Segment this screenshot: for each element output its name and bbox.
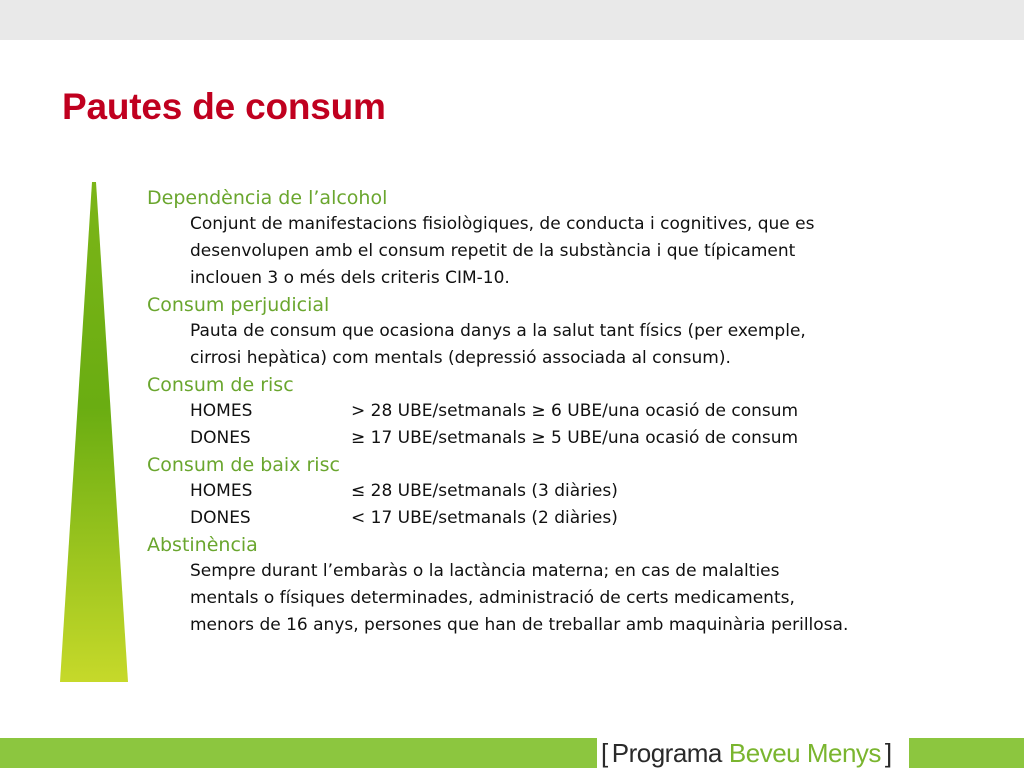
slide-title: Pautes de consum [62,86,386,127]
threshold-row [190,505,1007,532]
gender-label: HOMES [190,481,253,501]
section-description: cirrosi hepàtica) com mentals (depressió associada al consum). [190,348,731,368]
section-description: Sempre durant l’embaràs o la lactància materna; en cas de malalties [190,561,780,581]
threshold-value: > 28 UBE/setmanals ≥ 6 UBE/una ocasió de consum [351,401,799,421]
threshold-value: < 17 UBE/setmanals (2 diàries) [351,508,618,528]
bracket-open: [ [601,738,608,768]
gradient-triangle [60,182,128,682]
section-abstinencia [147,532,1007,639]
section-consum-de-risc [147,372,1007,452]
brand-beveu-menys: Beveu Menys [728,738,881,768]
threshold-row [190,398,1007,425]
section-description: Pauta de consum que ocasiona danys a la salut tant físics (per exemple, [190,321,806,341]
section-consum-perjudicial [147,292,1007,372]
section-description: mentals o físiques determinades, administració de certs medicaments, [190,588,795,608]
top-bar [0,0,1024,40]
section-title: Consum de baix risc [147,454,340,476]
definitions-list [147,185,1007,639]
section-title: Dependència de l’alcohol [147,187,388,209]
program-logo [597,738,909,768]
bracket-close: ] [884,738,892,768]
section-title: Abstinència [147,534,258,556]
threshold-value: ≥ 17 UBE/setmanals ≥ 5 UBE/una ocasió de consum [351,428,799,448]
threshold-value: ≤ 28 UBE/setmanals (3 diàries) [351,481,618,501]
gender-label: DONES [190,508,251,528]
section-description: desenvolupen amb el consum repetit de la substància i que típicament [190,241,796,261]
threshold-row [190,478,1007,505]
section-title: Consum perjudicial [147,294,330,316]
brand-programa: Programa [611,738,722,768]
section-description: inclouen 3 o més dels criteris CIM-10. [190,268,510,288]
section-description: menors de 16 anys, persones que han de treballar amb maquinària perillosa. [190,615,849,635]
threshold-row [190,425,1007,452]
gender-label: DONES [190,428,251,448]
section-description: Conjunt de manifestacions fisiològiques, de conducta i cognitives, que es [190,214,815,234]
section-title: Consum de risc [147,374,294,396]
section-consum-baix-risc [147,452,1007,532]
section-dependencia [147,185,1007,292]
gender-label: HOMES [190,401,253,421]
